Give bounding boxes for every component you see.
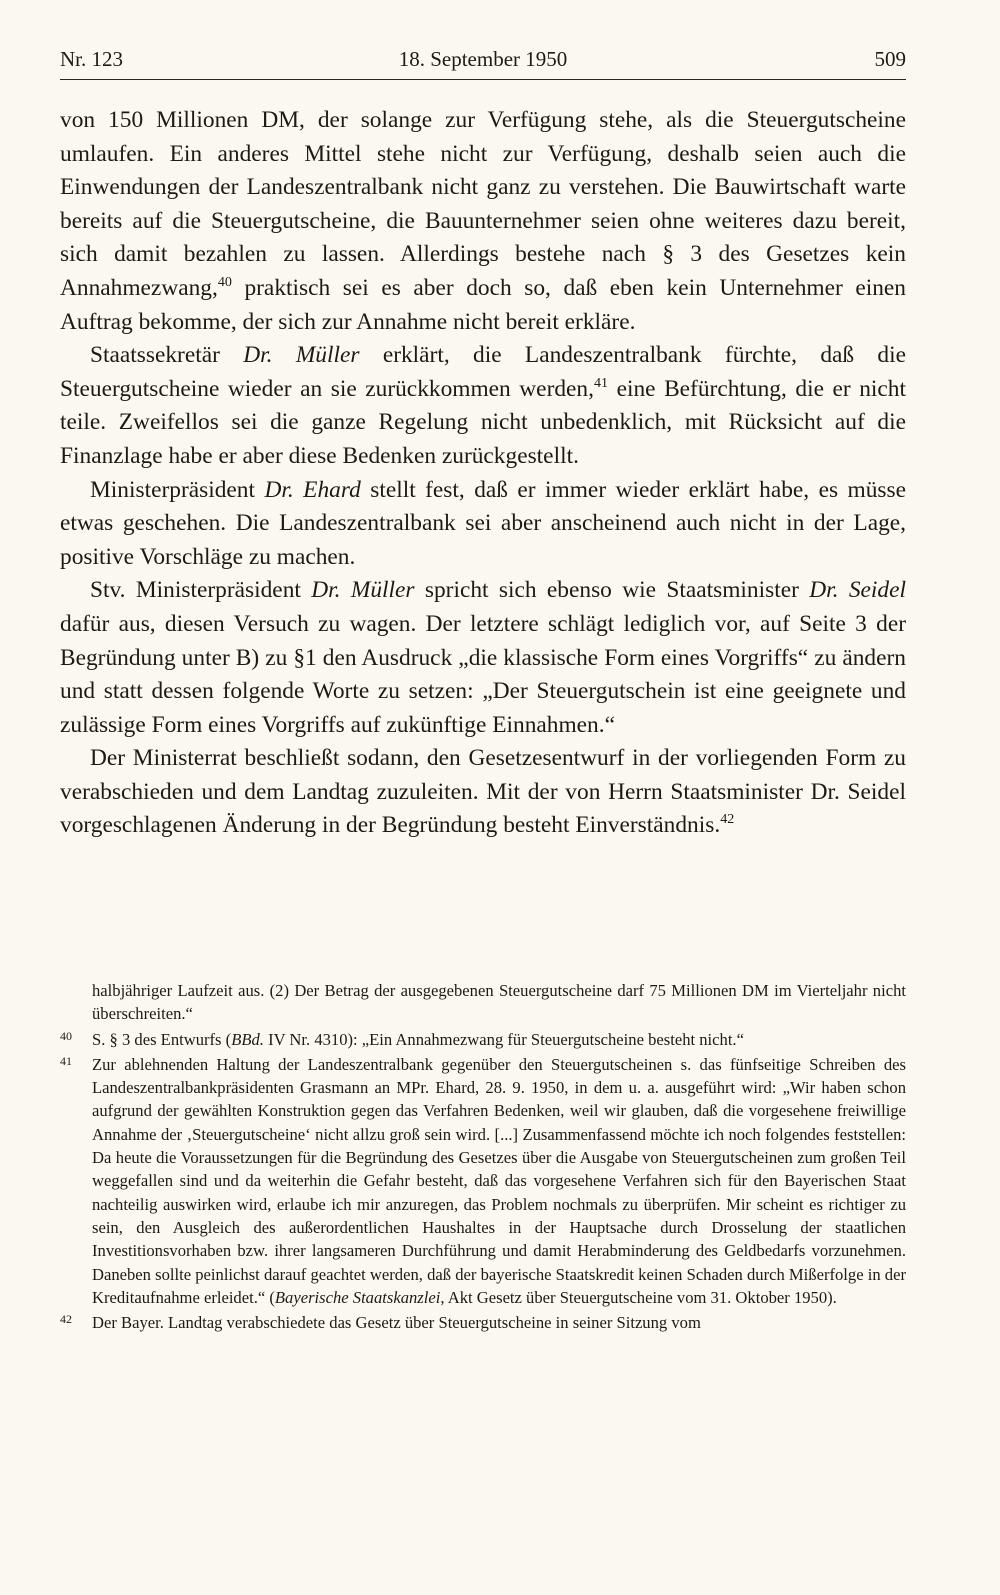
text-run: Staatssekretär bbox=[90, 342, 244, 369]
text-run: Ministerpräsident bbox=[90, 476, 265, 503]
footnote-number: 41 bbox=[60, 1053, 72, 1068]
running-header bbox=[60, 44, 906, 76]
italic-name: Dr. Ehard bbox=[264, 476, 361, 503]
text-run: halbjähriger Laufzeit aus. (2) Der Betrag der ausgegebenen Steuergutscheine darf 75 Millionen DM im Vierteljahr nicht überschreiten.“ bbox=[92, 981, 906, 1024]
text-run: IV Nr. 4310): „Ein Annahmezwang für Steuergutscheine besteht nicht.“ bbox=[263, 1029, 744, 1049]
italic-name: Dr. Müller bbox=[311, 577, 415, 604]
header-rule bbox=[60, 79, 906, 80]
italic-name: Dr. Seidel bbox=[809, 577, 907, 604]
issue-number: Nr. 123 bbox=[60, 47, 123, 71]
text-run: , Akt Gesetz über Steuergutscheine vom 31. Oktober 1950). bbox=[440, 1287, 837, 1307]
footnote-reference: 42 bbox=[720, 811, 735, 828]
paragraph bbox=[60, 104, 906, 339]
footnote-reference: 41 bbox=[593, 374, 609, 391]
main-text bbox=[60, 104, 906, 843]
italic-name: BBd. bbox=[231, 1029, 264, 1049]
footnote-42 bbox=[60, 1311, 906, 1334]
text-run: stellt fest, daß er immer wieder erklärt habe, es müsse etwas geschehen. Die Landeszentralbank sei aber anscheinend auch nicht in der Lage, positive Vorschläge zu machen. bbox=[60, 476, 906, 570]
text-run: Der Bayer. Landtag verabschiedete das Gesetz über Steuergutscheine in seiner Sitzung vom bbox=[92, 1313, 701, 1333]
header-date: 18. September 1950 bbox=[398, 47, 568, 71]
footnote-reference: 40 bbox=[217, 273, 232, 290]
paragraph bbox=[60, 474, 906, 575]
footnote-40 bbox=[60, 1028, 906, 1051]
paragraph bbox=[60, 339, 906, 473]
text-run: eine Befürchtung, die er nicht teile. Zweifellos sei die ganze Regelung nicht unbedenklich, mit Rücksicht auf die Finanzlage habe er aber diese Bedenken zurückgestellt. bbox=[60, 375, 906, 469]
footnote-continuation bbox=[60, 979, 906, 1026]
footnotes bbox=[60, 979, 906, 1334]
paragraph bbox=[60, 742, 906, 843]
footnote-number: 40 bbox=[60, 1028, 72, 1043]
text-run: von 150 Millionen DM, der solange zur Verfügung stehe, als die Steuergutscheine umlaufen. Ein anderes Mittel stehe nicht zur Verfügung, deshalb seien auch die Einwendungen der Landeszentralbank nicht ganz zu verstehen. Die Bauwirtschaft warte bereits auf die Steuergutscheine, die Bauunternehmer seien ohne weiteres dazu bereit, sich damit bezahlen zu lassen. Allerdings bestehe nach § 3 des Gesetzes kein Annahmezwang, bbox=[60, 107, 906, 301]
italic-name: Bayerische Staatskanzlei bbox=[274, 1287, 441, 1307]
text-run: dafür aus, diesen Versuch zu wagen. Der letztere schlägt lediglich vor, auf Seite 3 der Begründung unter B) zu §1 den Ausdruck „die klassische Form eines Vorgriffs“ zu ändern und statt dessen folgende Worte zu setzen: „Der Steuergutschein ist eine geeignete und zulässige Form eines Vorgriffs auf zukünftige Einnahmen.“ bbox=[60, 610, 906, 738]
text-run: erklärt, die Landeszentralbank fürchte, daß die Steuergutscheine wieder an sie zurückkommen werden, bbox=[60, 342, 906, 402]
text-run: spricht sich ebenso wie Staatsminister bbox=[414, 577, 810, 604]
text-run: S. § 3 des Entwurfs ( bbox=[92, 1029, 232, 1049]
text-run: Stv. Ministerpräsident bbox=[90, 577, 312, 604]
italic-name: Dr. Müller bbox=[243, 342, 360, 369]
paragraph bbox=[60, 574, 906, 742]
text-run: Zur ablehnenden Haltung der Landeszentralbank gegenüber den Steuergutscheinen s. das fünfseitige Schreiben des Landeszentralbankpräsidenten Grasmann an MPr. Ehard, 28. 9. 1950, in dem u. a. ausgeführt wird: „Wir haben schon aufgrund der gewählten Konstruktion gegen das Verfahren Bedenken, weil wir glauben, daß die vorgesehene freiwillige Annahme der ‚Steuergutscheine‘ nicht allzu groß sein wird. [...] Zusammenfassend möchte ich noch folgendes feststellen: Da heute die Voraussetzungen für die Begründung des Gesetzes über die Ausgabe von Steuergutscheinen zum großen Teil weggefallen sind und da weiterhin die Gefahr besteht, daß das vorgesehene Verfahren sich für den Bayerischen Staat nachteilig auswirken wird, erlaube ich mir anzuregen, das Problem nochmals zu überprüfen. Mir scheint es richtiger zu sein, den Ausgleich des außerordentlichen Haushaltes in der Hauptsache durch Drosselung der staatlichen Investitionsvorhaben bzw. ihrer langsameren Durchführung und damit Herabminderung des Geldbedarfs vorzunehmen. Daneben sollte peinlichst darauf geachtet werden, daß der bayerische Staatskredit keinen Schaden durch Mißerfolge in der Kreditaufnahme erleidet.“ ( bbox=[92, 1054, 906, 1307]
footnote-41 bbox=[60, 1053, 906, 1309]
page-number: 509 bbox=[874, 47, 906, 71]
text-run: Der Ministerrat beschließt sodann, den Gesetzesentwurf in der vorliegenden Form zu verabschieden und dem Landtag zuzuleiten. Mit der von Herrn Staatsminister Dr. Seidel vorgeschlagenen Änderung in der Begründung besteht Einverständnis. bbox=[60, 745, 906, 839]
footnote-number: 42 bbox=[60, 1312, 72, 1327]
text-run: praktisch sei es aber doch so, daß eben kein Unternehmer einen Auftrag bekomme, der sich zur Annahme nicht bereit erkläre. bbox=[60, 274, 906, 335]
